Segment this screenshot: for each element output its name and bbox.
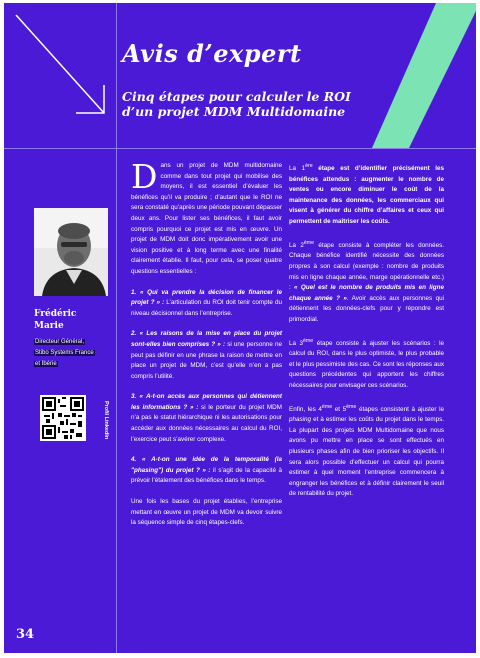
question-4-title: 4. « A-t-on une idée de la temporalité (la "phasing") du projet ? » : [131,456,282,474]
question-2-title: 2. « Les raisons de la mise en place du projet sont-elles bien comprises ? » : [131,330,282,348]
intro-text: ans un projet de MDM multidomaine comme dans tout projet qui mobilise des moyens, il est essentiel d’évaluer les bénéfices qu’il va produire ; d’autant que le ROI ne sera constaté qu’après une période pouvant dépasser deux ans. Pour lister ses bénéfices, il faut avoir compris pourquoi ce projet est mis en œuvre. Un projet de MDM doit donc impérativement avoir une vision positive et à long terme avec une finalité clairement établie. Il faut, pour cela, se poser quatre questions essentielles : [131,162,282,275]
sequence-paragraph: Une fois les bases du projet établies, l’entreprise mettant en œuvre un projet de MDM va devoir suivre la séquence simple de cinq étapes-clefs. [131,498,282,527]
article-column-2 [289,161,444,510]
question-1-title: 1. « Qui va prendre la décision de financer le projet ? » : [131,288,282,307]
question-3-title: 3. « A-t-on accès aux personnes qui détiennent les informations ? » : [131,393,282,411]
expert-first-name: Frédéric [34,309,77,319]
page-subtitle [122,89,422,119]
step-3-text: étape consiste à ajuster les scénarios : le calcul du ROI, dans le plus optimiste, le plus probable et le plus pessimiste des cas. Ce sont les réponses aux questions précédentes qui apportent les chiffres nécessaires pour envisager ces scénarios. [289,339,444,389]
expert-role-line-2: Stibo Systems France [35,350,94,356]
vertical-divider [116,3,117,653]
expert-last-name: Marie [34,321,64,331]
step-2-sup: ème [303,239,315,246]
expert-role-line-1: Directeur Général, [35,339,85,345]
phasing-term: phasing [289,416,312,424]
question-2-text: si une personne ne peut pas définir en une phrase la raison de mettre en place un projet de MDM, c’est qu’elle n’en a pas compris l’utilité. [131,340,282,380]
step-4-prefix: Enfin, les 4 [289,405,322,413]
step-1-prefix: La 1 [289,165,306,173]
expert-role [34,337,118,370]
step-3-sup: ème [303,337,314,344]
step-2-question: « Quel est le nombre de produits mis en ligne chaque année ? » [289,284,444,302]
question-2 [131,329,282,382]
question-3 [131,392,282,445]
linkedin-qr-code[interactable] [40,395,86,441]
article-column-1 [131,157,283,539]
step-5-sup: ème [346,403,357,410]
question-4 [131,455,282,487]
diagonal-arrow-icon [12,11,112,121]
question-4-text: il s’agit de la capacité à prévoir l’étalement des bénéfices dans le temps. [131,466,283,485]
step-1-paragraph [289,161,444,228]
step-4-5-text-a: étapes consistent à ajuster le [356,405,445,413]
intro-paragraph [131,157,282,278]
step-4-5-text-b: et à estimer les coûts du projet dans le temps. La plupart des projets MDM Multidomaine que nous avons pu mettre en place se sont effectués en plusieurs phases afin de bien prioriser les objectifs. Il sera alors possible d’effectuer un calcul qui pourra estimer à quel moment l’entreprise commencera à engranger les bénéfices et à définir clairement le seuil de rentabilité du projet. [289,416,444,498]
expert-portrait-photo [34,208,108,296]
step-5-prefix: et 5 [332,405,347,413]
subtitle-line-2: d’un projet MDM Multidomaine [122,104,346,119]
step-1-sup: ère [305,163,313,169]
qr-code-icon [42,397,84,439]
step-4-sup: ème [321,403,333,410]
question-1-text: L’articulation du ROI doit tenir compte du niveau décisionnel dans l’entreprise. [131,299,283,317]
step-2-paragraph [289,238,444,326]
subtitle-line-1: Cinq étapes pour calculer le ROI [122,89,351,104]
step-2-text: étape consiste à compléter les données. Chaque bénéfice identifié nécessite des données propres à son calcul (exemple : nombre de produits mis en ligne chaque année, marge opérationnelle etc.) : [289,241,444,292]
step-3-prefix: La 3 [289,339,303,347]
step-2-prefix: La 2 [289,241,304,249]
expert-name [34,308,76,332]
question-1 [131,288,282,320]
horizontal-divider [4,148,476,149]
qr-code-label: Profil LinkedIn [103,401,109,440]
page-number: 34 [16,627,35,642]
step-3-paragraph [289,336,444,392]
drop-cap: D [131,157,158,196]
step-2-end: . Avoir accès aux personnes qui détiennent les données-clefs pour y répondre est primordial. [289,294,445,323]
question-3-text: si le porteur du projet MDM n’a pas le statut hiérarchique ni les autorisations pour accéder aux données nécessaires au calcul du ROI, l’exercice peut s’avérer complexe. [131,403,282,443]
step-1-text: étape est d’identifier précisément les bénéfices attendus : augmenter le nombre de ventes ou encore diminuer le coût de la maintenance des données, les commerciaux qui visent à générer du chiffre d’affaires et ceux qui permettent de maîtriser les coûts. [289,165,444,226]
step-4-5-paragraph [289,402,444,500]
page-title: Avis d’expert [122,39,302,68]
magazine-page [4,3,476,653]
expert-role-line-3: et Ibérie [35,361,57,367]
